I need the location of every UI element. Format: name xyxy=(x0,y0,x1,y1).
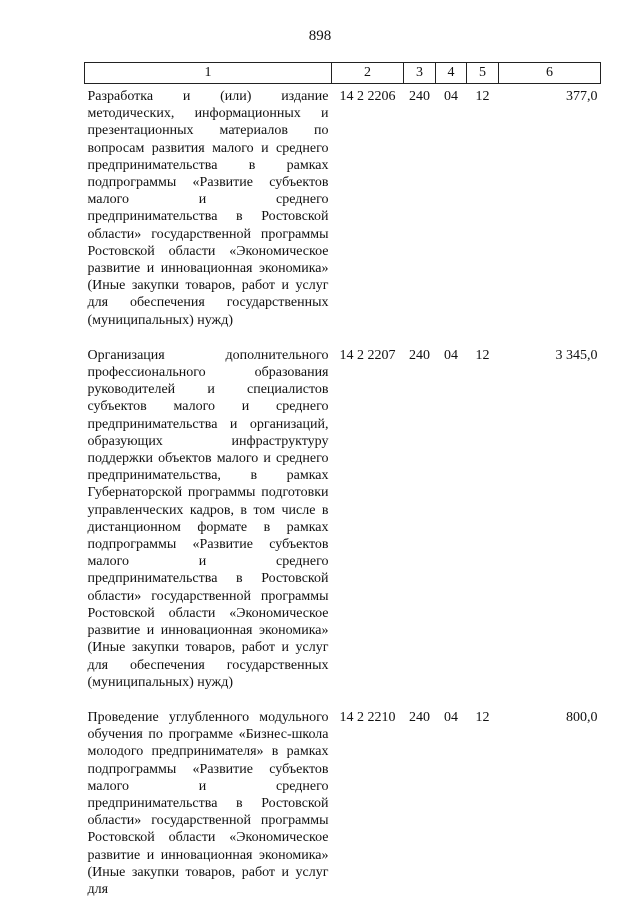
row-expense-type: 240 xyxy=(404,705,436,912)
column-header-5: 5 xyxy=(467,63,499,84)
row-expense-type: 240 xyxy=(404,84,436,343)
column-header-4: 4 xyxy=(436,63,467,84)
budget-table xyxy=(84,62,601,912)
table-header xyxy=(85,63,601,84)
row-section: 04 xyxy=(436,84,467,343)
column-header-1: 1 xyxy=(85,63,332,84)
page-number: 898 xyxy=(0,28,640,45)
row-subsection: 12 xyxy=(467,343,499,705)
row-target-article: 14 2 2206 xyxy=(332,84,404,343)
row-expense-type: 240 xyxy=(404,343,436,705)
column-header-3: 3 xyxy=(404,63,436,84)
row-target-article: 14 2 2207 xyxy=(332,343,404,705)
header-row xyxy=(85,63,601,84)
row-amount: 800,0 xyxy=(499,705,601,912)
table-row xyxy=(85,343,601,705)
row-amount: 377,0 xyxy=(499,84,601,343)
table-body xyxy=(85,84,601,912)
row-section: 04 xyxy=(436,343,467,705)
column-header-2: 2 xyxy=(332,63,404,84)
row-target-article: 14 2 2210 xyxy=(332,705,404,912)
column-header-6: 6 xyxy=(499,63,601,84)
row-subsection: 12 xyxy=(467,84,499,343)
row-description: Разработка и (или) издание методических, информационных и презентационных материалов по вопросам развития малого и среднего предпринимательства в рамках подпрограммы «Развитие субъектов малого и среднего предпринимательства в Ростовской области» государственной программы Ростовской области «Экономическое развитие и инновационная экономика» (Иные закупки товаров, работ и услуг для обеспечения государственных (муниципальных) нужд) xyxy=(85,84,332,343)
row-description: Проведение углубленного модульного обучения по программе «Бизнес-школа молодого предпринимателя» в рамках подпрограммы «Развитие субъектов малого и среднего предпринимательства в Ростовской области» государственной программы Ростовской области «Экономическое развитие и инновационная экономика» (Иные закупки товаров, работ и услуг для xyxy=(85,705,332,912)
row-amount: 3 345,0 xyxy=(499,343,601,705)
row-subsection: 12 xyxy=(467,705,499,912)
row-description: Организация дополнительного профессионального образования руководителей и специалистов субъектов малого и среднего предпринимательства и организаций, образующих инфраструктуру поддержки объектов малого и среднего предпринимательства, в рамках Губернаторской программы подготовки управленческих кадров, в том числе в дистанционном формате в рамках подпрограммы «Развитие субъектов малого и среднего предпринимательства в Ростовской области» государственной программы Ростовской области «Экономическое развитие и инновационная экономика» (Иные закупки товаров, работ и услуг для обеспечения государственных (муниципальных) нужд) xyxy=(85,343,332,705)
table-row xyxy=(85,705,601,912)
table-row xyxy=(85,84,601,343)
row-section: 04 xyxy=(436,705,467,912)
